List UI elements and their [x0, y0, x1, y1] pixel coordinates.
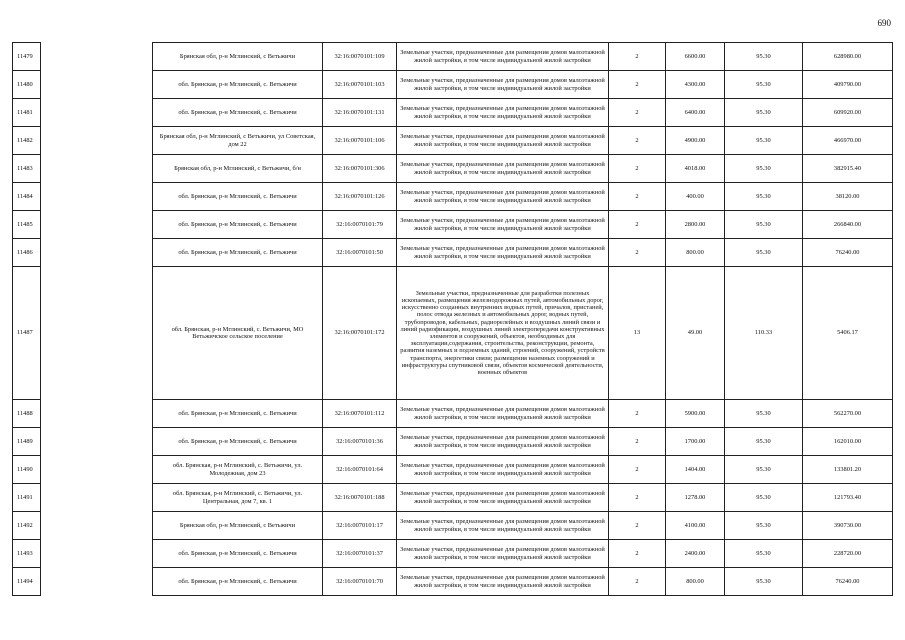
cell-row-number: 11490: [13, 456, 41, 484]
cell-specific-value: 95.30: [725, 540, 803, 568]
cell-area: 2400.00: [666, 540, 725, 568]
cell-category-code: 2: [609, 540, 666, 568]
cell-cadastral-value: 466970.00: [803, 127, 893, 155]
table-row: [13, 43, 893, 71]
cell-address: Брянская обл, р-н Мглинский, с Ветьжичи, ул Советская, дом 22: [153, 127, 323, 155]
column-gap: [41, 568, 153, 596]
cell-area: 400.00: [666, 183, 725, 211]
cell-cadastral-value: 5406.17: [803, 267, 893, 400]
cell-row-number: 11493: [13, 540, 41, 568]
cell-cadastral-number: 32:16:0070101:17: [323, 512, 397, 540]
cell-specific-value: 95.30: [725, 456, 803, 484]
cell-cadastral-number: 32:16:0070101:79: [323, 211, 397, 239]
cell-cadastral-value: 133801.20: [803, 456, 893, 484]
cell-row-number: 11487: [13, 267, 41, 400]
cell-specific-value: 95.30: [725, 155, 803, 183]
cell-category-code: 2: [609, 568, 666, 596]
cell-specific-value: 95.30: [725, 239, 803, 267]
cell-category-code: 2: [609, 99, 666, 127]
column-gap: [41, 484, 153, 512]
cell-category-code: 2: [609, 428, 666, 456]
cell-specific-value: 95.30: [725, 99, 803, 127]
cell-address: обл. Брянская, р-н Мглинский, с. Ветьжичи: [153, 568, 323, 596]
cell-row-number: 11481: [13, 99, 41, 127]
cell-cadastral-value: 121793.40: [803, 484, 893, 512]
cell-area: 2800.00: [666, 211, 725, 239]
cell-row-number: 11488: [13, 400, 41, 428]
cell-row-number: 11483: [13, 155, 41, 183]
cell-area: 1700.00: [666, 428, 725, 456]
cell-row-number: 11479: [13, 43, 41, 71]
cell-category-code: 2: [609, 211, 666, 239]
cell-area: 6600.00: [666, 43, 725, 71]
cell-land-use-description: Земельные участки, предназначенные для разработки полезных ископаемых, размещения железнодорожных путей, автомобильных дорог, искусственно созданных внутренних водных путей, причалов, пристаней, полос отвода железных и автомобильных дорог, водных путей, трубопроводов, кабельных, радиорелейных и воздушных линий связи и линий радиофикации, воздушных линий электропередачи конструктивных элементов и сооружений, объектов, необходимых для эксплуатации,содержания, строительства, реконструкции, ремонта, развития наземных и подземных зданий, строений, сооружений, устройств транспорта, энергетики связи; размещения наземных сооружений и инфраструктуры спутниковой связи, объектов космической деятельности, военных объектов: [397, 267, 609, 400]
cell-category-code: 2: [609, 155, 666, 183]
column-gap: [41, 71, 153, 99]
cell-address: обл. Брянская, р-н Мглинский, с. Ветьжичи, ул. Центральная, дом 7, кв. 1: [153, 484, 323, 512]
cell-row-number: 11489: [13, 428, 41, 456]
cell-area: 4300.00: [666, 71, 725, 99]
cell-address: обл. Брянская, р-н Мглинский, с. Ветьжичи: [153, 400, 323, 428]
cell-address: Брянская обл, р-н Мглинский, с Ветьжичи: [153, 512, 323, 540]
cell-address: обл. Брянская, р-н Мглинский, с. Ветьжичи, МО Ветьжичское сельское поселение: [153, 267, 323, 400]
cell-cadastral-number: 32:16:0070101:70: [323, 568, 397, 596]
table-row: [13, 540, 893, 568]
cell-cadastral-number: 32:16:0070101:50: [323, 239, 397, 267]
cell-land-use-description: Земельные участки, предназначенные для размещения домов малоэтажной жилой застройки, в том числе индивидуальной жилой застройки: [397, 540, 609, 568]
table-row: [13, 428, 893, 456]
cell-cadastral-number: 32:16:0070101:103: [323, 71, 397, 99]
column-gap: [41, 183, 153, 211]
cell-row-number: 11491: [13, 484, 41, 512]
table-row: [13, 99, 893, 127]
cell-area: 5900.00: [666, 400, 725, 428]
cell-land-use-description: Земельные участки, предназначенные для размещения домов малоэтажной жилой застройки, в том числе индивидуальной жилой застройки: [397, 428, 609, 456]
column-gap: [41, 211, 153, 239]
cell-address: Брянская обл, р-н Мглинский, с Ветьжичи, б/н: [153, 155, 323, 183]
cell-cadastral-value: 390730.00: [803, 512, 893, 540]
cell-cadastral-number: 32:16:0070101:126: [323, 183, 397, 211]
cell-row-number: 11484: [13, 183, 41, 211]
cell-cadastral-value: 562270.00: [803, 400, 893, 428]
table-row: [13, 155, 893, 183]
cell-area: 4100.00: [666, 512, 725, 540]
cell-cadastral-number: 32:16:0070101:112: [323, 400, 397, 428]
cell-cadastral-value: 228720.00: [803, 540, 893, 568]
cell-specific-value: 95.30: [725, 568, 803, 596]
cell-row-number: 11486: [13, 239, 41, 267]
cell-specific-value: 95.30: [725, 127, 803, 155]
cell-address: обл. Брянская, р-н Мглинский, с. Ветьжичи: [153, 211, 323, 239]
cell-area: 1404.00: [666, 456, 725, 484]
cell-area: 800.00: [666, 239, 725, 267]
cell-address: обл. Брянская, р-н Мглинский, с. Ветьжичи, ул. Молодежная, дом 23: [153, 456, 323, 484]
cell-specific-value: 95.30: [725, 183, 803, 211]
cell-category-code: 2: [609, 512, 666, 540]
cell-area: 6400.00: [666, 99, 725, 127]
column-gap: [41, 400, 153, 428]
table-row: [13, 568, 893, 596]
table-row: [13, 512, 893, 540]
cell-area: 49.00: [666, 267, 725, 400]
table-row: [13, 211, 893, 239]
cell-cadastral-value: 38120.00: [803, 183, 893, 211]
cell-land-use-description: Земельные участки, предназначенные для размещения домов малоэтажной жилой застройки, в том числе индивидуальной жилой застройки: [397, 71, 609, 99]
cell-specific-value: 95.30: [725, 484, 803, 512]
cell-category-code: 2: [609, 400, 666, 428]
table-row: [13, 183, 893, 211]
cell-specific-value: 95.30: [725, 512, 803, 540]
cell-cadastral-value: 162010.00: [803, 428, 893, 456]
cell-category-code: 2: [609, 484, 666, 512]
cell-specific-value: 95.30: [725, 43, 803, 71]
cell-land-use-description: Земельные участки, предназначенные для размещения домов малоэтажной жилой застройки, в том числе индивидуальной жилой застройки: [397, 127, 609, 155]
cell-land-use-description: Земельные участки, предназначенные для размещения домов малоэтажной жилой застройки, в том числе индивидуальной жилой застройки: [397, 400, 609, 428]
cell-land-use-description: Земельные участки, предназначенные для размещения домов малоэтажной жилой застройки, в том числе индивидуальной жилой застройки: [397, 512, 609, 540]
cell-row-number: 11494: [13, 568, 41, 596]
cell-land-use-description: Земельные участки, предназначенные для размещения домов малоэтажной жилой застройки, в том числе индивидуальной жилой застройки: [397, 456, 609, 484]
cell-specific-value: 110.33: [725, 267, 803, 400]
cell-row-number: 11492: [13, 512, 41, 540]
column-gap: [41, 456, 153, 484]
cell-land-use-description: Земельные участки, предназначенные для размещения домов малоэтажной жилой застройки, в том числе индивидуальной жилой застройки: [397, 211, 609, 239]
cell-cadastral-number: 32:16:0070101:188: [323, 484, 397, 512]
cell-category-code: 2: [609, 127, 666, 155]
column-gap: [41, 267, 153, 400]
table-row: [13, 267, 893, 400]
table-row: [13, 400, 893, 428]
table-row: [13, 71, 893, 99]
cell-category-code: 2: [609, 183, 666, 211]
cell-address: обл. Брянская, р-н Мглинский, с. Ветьжичи: [153, 428, 323, 456]
cell-cadastral-number: 32:16:0070101:37: [323, 540, 397, 568]
table-row: [13, 239, 893, 267]
cell-cadastral-value: 76240.00: [803, 239, 893, 267]
land-registry-table: [12, 42, 893, 596]
cell-area: 4900.00: [666, 127, 725, 155]
cell-address: обл. Брянская, р-н Мглинский, с. Ветьжичи: [153, 71, 323, 99]
cell-area: 4018.00: [666, 155, 725, 183]
cell-cadastral-value: 382915.40: [803, 155, 893, 183]
table-row: [13, 484, 893, 512]
cell-cadastral-value: 409790.00: [803, 71, 893, 99]
cell-area: 800.00: [666, 568, 725, 596]
cell-address: обл. Брянская, р-н Мглинский, с. Ветьжичи: [153, 540, 323, 568]
cell-row-number: 11482: [13, 127, 41, 155]
column-gap: [41, 43, 153, 71]
cell-land-use-description: Земельные участки, предназначенные для размещения домов малоэтажной жилой застройки, в том числе индивидуальной жилой застройки: [397, 99, 609, 127]
cell-land-use-description: Земельные участки, предназначенные для размещения домов малоэтажной жилой застройки, в том числе индивидуальной жилой застройки: [397, 239, 609, 267]
cell-row-number: 11480: [13, 71, 41, 99]
cell-land-use-description: Земельные участки, предназначенные для размещения домов малоэтажной жилой застройки, в том числе индивидуальной жилой застройки: [397, 183, 609, 211]
cell-cadastral-number: 32:16:0070101:36: [323, 428, 397, 456]
cell-specific-value: 95.30: [725, 428, 803, 456]
cell-category-code: 2: [609, 71, 666, 99]
cell-land-use-description: Земельные участки, предназначенные для размещения домов малоэтажной жилой застройки, в том числе индивидуальной жилой застройки: [397, 484, 609, 512]
cell-address: обл. Брянская, р-н Мглинский, с. Ветьжичи: [153, 183, 323, 211]
column-gap: [41, 512, 153, 540]
column-gap: [41, 540, 153, 568]
table-row: [13, 127, 893, 155]
cell-cadastral-value: 609920.00: [803, 99, 893, 127]
cell-category-code: 2: [609, 43, 666, 71]
column-gap: [41, 428, 153, 456]
cell-category-code: 13: [609, 267, 666, 400]
cell-cadastral-number: 32:16:0070101:64: [323, 456, 397, 484]
cell-row-number: 11485: [13, 211, 41, 239]
cell-cadastral-number: 32:16:0070101:106: [323, 127, 397, 155]
column-gap: [41, 239, 153, 267]
cell-land-use-description: Земельные участки, предназначенные для размещения домов малоэтажной жилой застройки, в том числе индивидуальной жилой застройки: [397, 43, 609, 71]
cell-specific-value: 95.30: [725, 211, 803, 239]
cell-cadastral-value: 266840.00: [803, 211, 893, 239]
cell-category-code: 2: [609, 456, 666, 484]
page-number: 690: [877, 18, 891, 28]
cell-area: 1278.00: [666, 484, 725, 512]
cell-cadastral-number: 32:16:0070101:172: [323, 267, 397, 400]
cell-address: обл. Брянская, р-н Мглинский, с. Ветьжичи: [153, 99, 323, 127]
cell-specific-value: 95.30: [725, 400, 803, 428]
cell-cadastral-number: 32:16:0070101:131: [323, 99, 397, 127]
cell-address: Брянская обл, р-н Мглинский, с Ветьжичи: [153, 43, 323, 71]
cell-cadastral-number: 32:16:0070101:109: [323, 43, 397, 71]
column-gap: [41, 155, 153, 183]
cell-address: обл. Брянская, р-н Мглинский, с. Ветьжичи: [153, 239, 323, 267]
cell-cadastral-number: 32:16:0070101:306: [323, 155, 397, 183]
column-gap: [41, 127, 153, 155]
cell-specific-value: 95.30: [725, 71, 803, 99]
cell-category-code: 2: [609, 239, 666, 267]
table-body: [13, 43, 893, 596]
column-gap: [41, 99, 153, 127]
table-row: [13, 456, 893, 484]
cell-cadastral-value: 628980.00: [803, 43, 893, 71]
cell-land-use-description: Земельные участки, предназначенные для размещения домов малоэтажной жилой застройки, в том числе индивидуальной жилой застройки: [397, 568, 609, 596]
cell-land-use-description: Земельные участки, предназначенные для размещения домов малоэтажной жилой застройки, в том числе индивидуальной жилой застройки: [397, 155, 609, 183]
cell-cadastral-value: 76240.00: [803, 568, 893, 596]
